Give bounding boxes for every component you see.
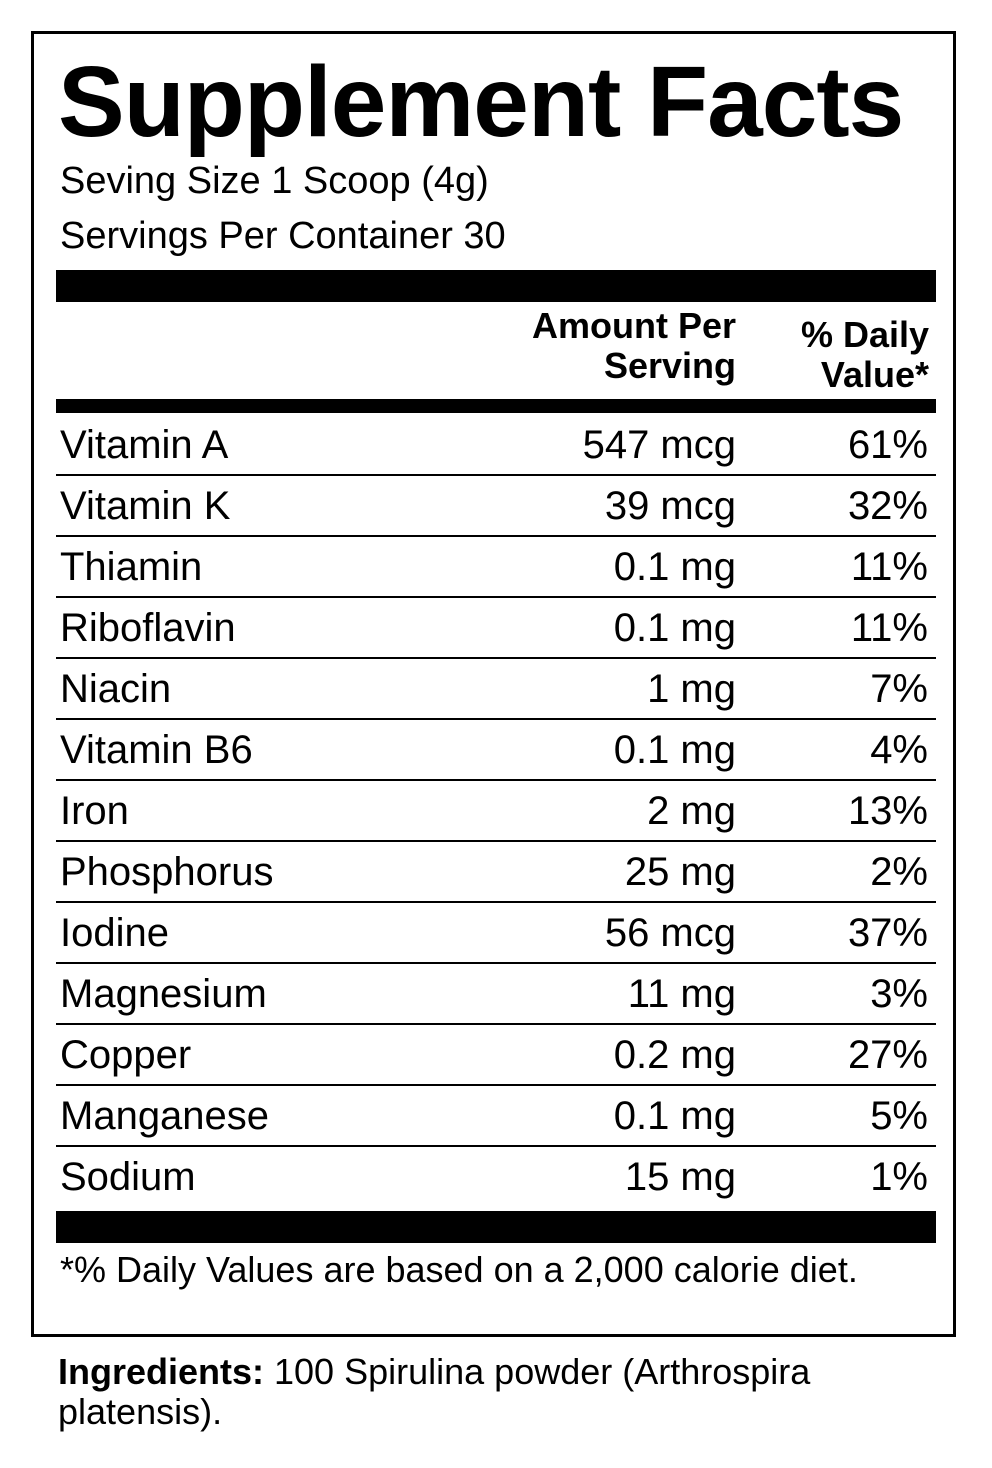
nutrient-table	[56, 415, 936, 1208]
column-header-amount	[434, 306, 736, 386]
table-row	[56, 903, 936, 964]
table-row	[56, 842, 936, 903]
nutrient-daily-value: 2%	[870, 850, 928, 894]
thick-divider-bottom	[56, 1211, 936, 1243]
nutrient-name: Vitamin B6	[60, 728, 253, 772]
ingredients-statement	[58, 1352, 958, 1432]
ingredients-label: Ingredients:	[58, 1351, 265, 1392]
nutrient-name: Sodium	[60, 1155, 196, 1199]
nutrient-amount: 2 mg	[647, 789, 736, 833]
supplement-facts-panel	[31, 31, 956, 1337]
table-row	[56, 537, 936, 598]
table-row	[56, 1147, 936, 1208]
nutrient-daily-value: 11%	[850, 606, 928, 650]
nutrient-amount: 15 mg	[624, 1155, 736, 1199]
ingredients-text: 100 Spirulina powder (Arthrospira platensis).	[58, 1351, 811, 1432]
nutrient-name: Magnesium	[60, 972, 267, 1016]
nutrient-daily-value: 4%	[870, 728, 928, 772]
nutrient-name: Thiamin	[60, 545, 203, 589]
servings-per-container: Servings Per Container 30	[60, 215, 506, 257]
nutrient-amount: 0.1 mg	[613, 1094, 736, 1138]
table-row	[56, 415, 936, 476]
panel-title: Supplement Facts	[58, 46, 904, 158]
nutrient-name: Copper	[60, 1033, 192, 1077]
column-header-dv-line1: % Daily	[800, 314, 929, 355]
thick-divider-middle	[56, 399, 936, 413]
nutrient-name: Vitamin A	[60, 423, 229, 467]
nutrient-name: Iron	[60, 789, 129, 833]
nutrient-name: Niacin	[60, 667, 172, 711]
table-row	[56, 781, 936, 842]
nutrient-daily-value: 32%	[847, 484, 928, 528]
nutrient-daily-value: 37%	[847, 911, 928, 955]
column-header-amount-line1: Amount Per	[531, 305, 736, 346]
table-row	[56, 659, 936, 720]
nutrient-amount: 1 mg	[647, 667, 736, 711]
daily-value-footnote: *% Daily Values are based on a 2,000 calorie diet.	[60, 1249, 858, 1290]
column-header-daily-value	[734, 315, 929, 395]
nutrient-name: Vitamin K	[60, 484, 231, 528]
nutrient-amount: 0.2 mg	[613, 1033, 736, 1077]
nutrient-daily-value: 61%	[847, 423, 928, 467]
nutrient-amount: 547 mcg	[582, 423, 736, 467]
nutrient-amount: 0.1 mg	[613, 606, 736, 650]
nutrient-name: Manganese	[60, 1094, 270, 1138]
column-header-amount-line2: Serving	[603, 345, 736, 386]
nutrient-name: Phosphorus	[60, 850, 274, 894]
nutrient-daily-value: 11%	[850, 545, 928, 589]
column-header-dv-line2: Value*	[820, 354, 929, 395]
nutrient-daily-value: 3%	[870, 972, 928, 1016]
nutrient-amount: 0.1 mg	[613, 545, 736, 589]
nutrient-amount: 11 mg	[627, 972, 736, 1016]
table-row	[56, 1086, 936, 1147]
nutrient-amount: 39 mcg	[604, 484, 736, 528]
thick-divider-top	[56, 270, 936, 302]
nutrient-amount: 56 mcg	[604, 911, 736, 955]
nutrient-name: Iodine	[60, 911, 169, 955]
nutrient-daily-value: 1%	[870, 1155, 928, 1199]
nutrient-amount: 25 mg	[624, 850, 736, 894]
table-row	[56, 476, 936, 537]
serving-size: Seving Size 1 Scoop (4g)	[60, 160, 489, 202]
nutrient-daily-value: 5%	[870, 1094, 928, 1138]
table-row	[56, 1025, 936, 1086]
nutrient-amount: 0.1 mg	[613, 728, 736, 772]
nutrient-daily-value: 7%	[870, 667, 928, 711]
nutrient-daily-value: 27%	[847, 1033, 928, 1077]
table-row	[56, 720, 936, 781]
nutrient-daily-value: 13%	[847, 789, 928, 833]
table-row	[56, 964, 936, 1025]
nutrient-name: Riboflavin	[60, 606, 236, 650]
table-row	[56, 598, 936, 659]
